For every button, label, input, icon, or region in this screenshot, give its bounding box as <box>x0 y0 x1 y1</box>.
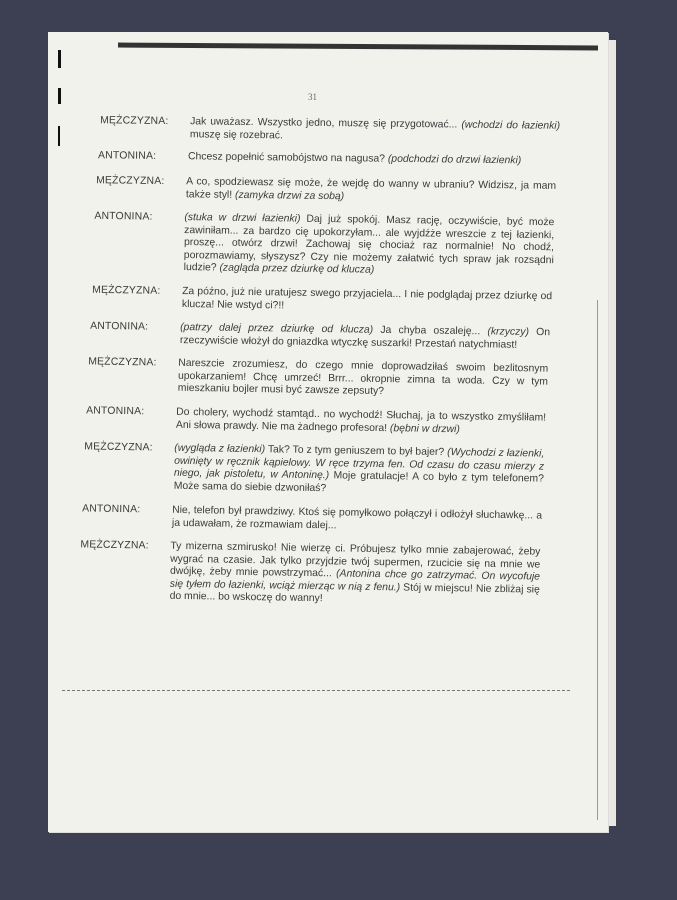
speaker-name: ANTONINA: <box>86 405 145 418</box>
dialogue-entry <box>94 211 555 280</box>
stage-direction: (krzyczy) <box>487 326 530 339</box>
dialogue-text <box>182 286 552 316</box>
dialogue-entry <box>82 503 542 535</box>
dialogue-entry <box>96 175 556 206</box>
stage-direction: (zagląda przez dziurkę od klucza) <box>219 262 375 277</box>
dialogue-text <box>186 176 556 206</box>
dialogue-entry <box>84 442 545 500</box>
dialogue-part: Za późno, już nie uratujesz swego przyjaciela... I nie podglądaj przez dziurkę od klucza! Nie wstyd ci?!! <box>181 285 553 312</box>
dialogue-part: Stój w miejscu! Nie zbliżaj się do mnie... bo wskoczę do wanny! <box>169 582 540 605</box>
dialogue-part: Nareszcie zrozumiesz, do czego mnie doprowadziłaś swoim bezlitosnym upokarzaniem! Chcę umrzeć! Brrr... okropnie zimna ta woda. Czy w tym mieszkaniu bojler musi być zawsze zepsuty? <box>177 358 549 398</box>
stage-direction: (wygląda z łazienki) <box>174 443 266 456</box>
speaker-name: MĘŻCZYZNA: <box>92 284 161 297</box>
dialogue-text <box>188 151 558 168</box>
dialogue-part: On rzeczywiście włożył do gniazdka wtyczkę suszarki! Przestań natychmiast! <box>179 327 551 351</box>
dialogue-text <box>172 504 542 535</box>
speaker-name: MĘŻCZYZNA: <box>88 356 157 369</box>
dialogue-text <box>170 541 541 610</box>
dialogue-entry <box>98 150 558 168</box>
speaker-name: MĘŻCZYZNA: <box>96 174 165 187</box>
dialogue-text <box>178 358 549 402</box>
dialogue-part: Ty mizerna szmirusko! Nie wierzę ci. Próbujesz tylko mnie zabajerować, żeby wygrać na czasie. Jak tylko przyjdzie twój supermen, rzucicie się na mnie we dwójkę, żeby mnie powstrzymać... <box>169 540 541 580</box>
dialogue-part: Moje gratulacje! A co było z tym telefonem? Może sama do siebie dzwoniłaś? <box>173 470 544 495</box>
scan-mark <box>58 126 60 146</box>
speaker-name: ANTONINA: <box>82 503 141 515</box>
stage-direction: (stuka w drzwi łazienki) <box>184 212 301 225</box>
dialogue-part: Chcesz popełnić samobójstwo na nagusa? <box>187 151 388 165</box>
speaker-name: MĘŻCZYZNA: <box>80 539 149 552</box>
dialogue-part: Jak uważasz. Wszystko jedno, muszę się przygotować... <box>190 116 462 131</box>
stage-direction: (bębni w drzwi) <box>389 422 460 435</box>
scan-mark <box>58 50 61 68</box>
dashed-cut-line <box>62 690 570 691</box>
scan-mark <box>58 88 61 104</box>
stage-direction: (Wychodzi z łazienki, owinięty w ręcznik kąpielowy. W ręce trzyma fen. Od czasu do czasu mierzy z niego, jak pistoletu, w Antoninę.) <box>173 447 545 482</box>
dialogue-text <box>176 407 546 438</box>
dialogue-part: Nie, telefon był prawdziwy. Ktoś się pomyłkowo połączył i odłożył słuchawkę... a ja udawałam, że rozmawiam dalej... <box>171 504 543 531</box>
dialogue-part: Tak? To z tym geniuszem to był bajer? <box>265 444 448 459</box>
dialogue-part: Ja chyba oszaleję... <box>373 324 488 338</box>
stage-direction: (Antonina chce go zatrzymać. On wycofuje się tyłem do łazienki, wciąż mierząc w nią z fenu.) <box>169 568 541 594</box>
script-dialogue <box>76 115 561 617</box>
dialogue-part: Daj już spokój. Masz rację, oczywiście, być może zawiniłam... za bardzo cię upokorzyłam... ale wyjdźże wreszcie z tej łazienki, proszę... otwórz drzwi! Zachowaj się chociaż raz normalnie! No chodź, porozmawiamy, słyszysz? Czy nie możemy załatwić tych spraw jak rozsądni ludzie? <box>183 213 555 274</box>
dialogue-entry <box>88 357 549 402</box>
stage-direction: (patrzy dalej przez dziurkę od klucza) <box>180 322 374 336</box>
dialogue-text <box>184 212 555 280</box>
dialogue-part: muszę się rozebrać. <box>189 128 283 142</box>
speaker-name: ANTONINA: <box>94 210 153 223</box>
dialogue-text <box>174 443 545 499</box>
dialogue-entry <box>86 405 546 437</box>
dialogue-entry <box>90 321 550 353</box>
dialogue-text <box>180 322 550 352</box>
speaker-name: MĘŻCZYZNA: <box>84 441 153 454</box>
dialogue-part: A co, spodziewasz się może, że wejdę do wanny w ubraniu? Widzisz, ja mam także styl! <box>185 176 557 201</box>
dialogue-text <box>190 116 560 146</box>
speaker-name: MĘŻCZYZNA: <box>100 115 169 128</box>
stage-direction: (zamyka drzwi za sobą) <box>234 189 345 202</box>
speaker-name: ANTONINA: <box>97 150 157 163</box>
stage-direction: (wchodzi do łazienki) <box>461 119 561 132</box>
page-number: 31 <box>308 92 317 102</box>
dialogue-part: Do cholery, wychodź stamtąd.. no wychodź! Słuchaj, ja to wszystko zmyśliłam! Ani słowa prawdy. Nie ma żadnego profesora! <box>175 406 547 434</box>
stage-direction: (podchodzi do drzwi łazienki) <box>387 153 522 167</box>
dialogue-entry <box>80 539 541 609</box>
dialogue-entry <box>100 115 560 146</box>
dialogue-entry <box>92 285 552 317</box>
speaker-name: ANTONINA: <box>90 320 149 333</box>
page-edge <box>597 300 598 820</box>
